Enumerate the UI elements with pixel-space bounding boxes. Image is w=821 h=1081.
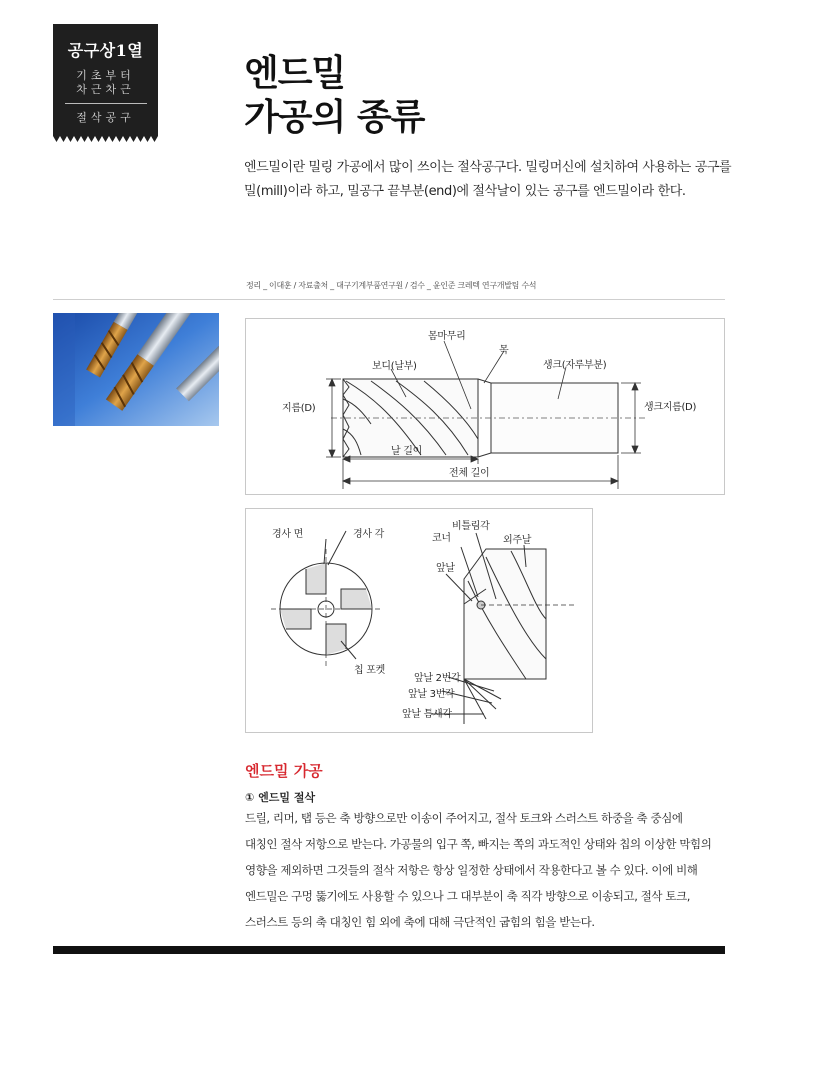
label-neck-round: 몸마무리 <box>428 331 466 342</box>
page-title-line-2: 가공의 종류 <box>244 97 425 138</box>
body-line: 드릴, 리머, 탭 등은 축 방향으로만 이송이 주어지고, 절삭 토크와 스러스트 하중을 축 중심에 <box>245 811 683 825</box>
top-divider <box>53 299 725 300</box>
label-body: 보디(날부) <box>372 361 417 372</box>
series-badge <box>53 24 158 136</box>
credits-line: 정리 _ 이대훈 / 자료출처 _ 대구기계부품연구원 / 검수 _ 윤인준 크레텍 연구개발팀 수석 <box>246 281 537 290</box>
series-category: 절삭공구 <box>76 111 135 124</box>
cutting-geometry-diagram <box>245 508 593 733</box>
subsection-title: ① 엔드밀 절삭 <box>245 791 316 804</box>
section-title: 엔드밀 가공 <box>245 762 323 780</box>
end-mill-photo <box>53 313 219 426</box>
label-end-edge: 앞날 <box>436 563 455 574</box>
label-shank-diameter: 생크지름(D) <box>644 402 697 413</box>
label-corner: 코너 <box>432 533 451 544</box>
label-chip-pocket: 칩 포켓 <box>354 665 385 676</box>
body-line: 엔드밀은 구멍 뚫기에도 사용할 수 있으나 그 대부분이 축 직각 방향으로 이송되고, 절삭 토크, <box>245 889 691 903</box>
series-subtitle-2: 차근차근 <box>76 83 135 96</box>
label-peripheral-edge: 외주날 <box>503 535 532 546</box>
label-rake-angle: 경사 각 <box>353 529 384 540</box>
label-end-gash: 앞날 틈새각 <box>402 709 452 720</box>
label-diameter: 지름(D) <box>282 403 316 414</box>
page-title-line-1: 엔드밀 <box>244 53 346 94</box>
label-shank: 생크(자루부분) <box>543 360 607 371</box>
badge-divider <box>65 103 147 104</box>
series-subtitle-1: 기초부터 <box>76 69 135 82</box>
label-helix-angle: 비틀림각 <box>452 521 490 532</box>
body-line: 스러스트 등의 축 대칭인 힘 외에 축에 대해 극단적인 굽힘의 힘을 받는다. <box>245 915 595 929</box>
bottom-rule <box>53 946 725 954</box>
label-overall-length: 전체 길이 <box>449 468 490 479</box>
label-end-clearance-2: 앞날 2번각 <box>414 673 461 684</box>
label-neck: 목 <box>499 345 509 356</box>
page-title <box>244 52 424 140</box>
label-rake-face: 경사 면 <box>272 529 303 540</box>
intro-paragraph: 엔드밀이란 밀링 가공에서 많이 쓰이는 절삭공구다. 밀링머신에 설치하여 사용하는 공구를 밀(mill)이라 하고, 밀공구 끝부분(end)에 절삭날이 있는 공구를 엔드밀이라 한다. <box>244 160 732 199</box>
series-title: 공구상1열 <box>67 41 144 60</box>
body-paragraph <box>245 805 735 935</box>
body-line: 영향을 제외하면 그것들의 절삭 저항은 항상 일정한 상태에서 작용한다고 볼 수 있다. 이에 비해 <box>245 863 698 877</box>
label-flute-length: 날 길이 <box>391 446 422 457</box>
body-line: 대칭인 절삭 저항으로 받는다. 가공물의 입구 쪽, 빠지는 쪽의 과도적인 상태와 칩의 이상한 막힘의 <box>245 837 712 851</box>
end-mill-anatomy-diagram <box>245 318 725 495</box>
badge-zigzag-edge <box>53 134 158 142</box>
geometry-drawing <box>246 509 594 734</box>
label-end-clearance-3: 앞날 3번각 <box>408 689 455 700</box>
